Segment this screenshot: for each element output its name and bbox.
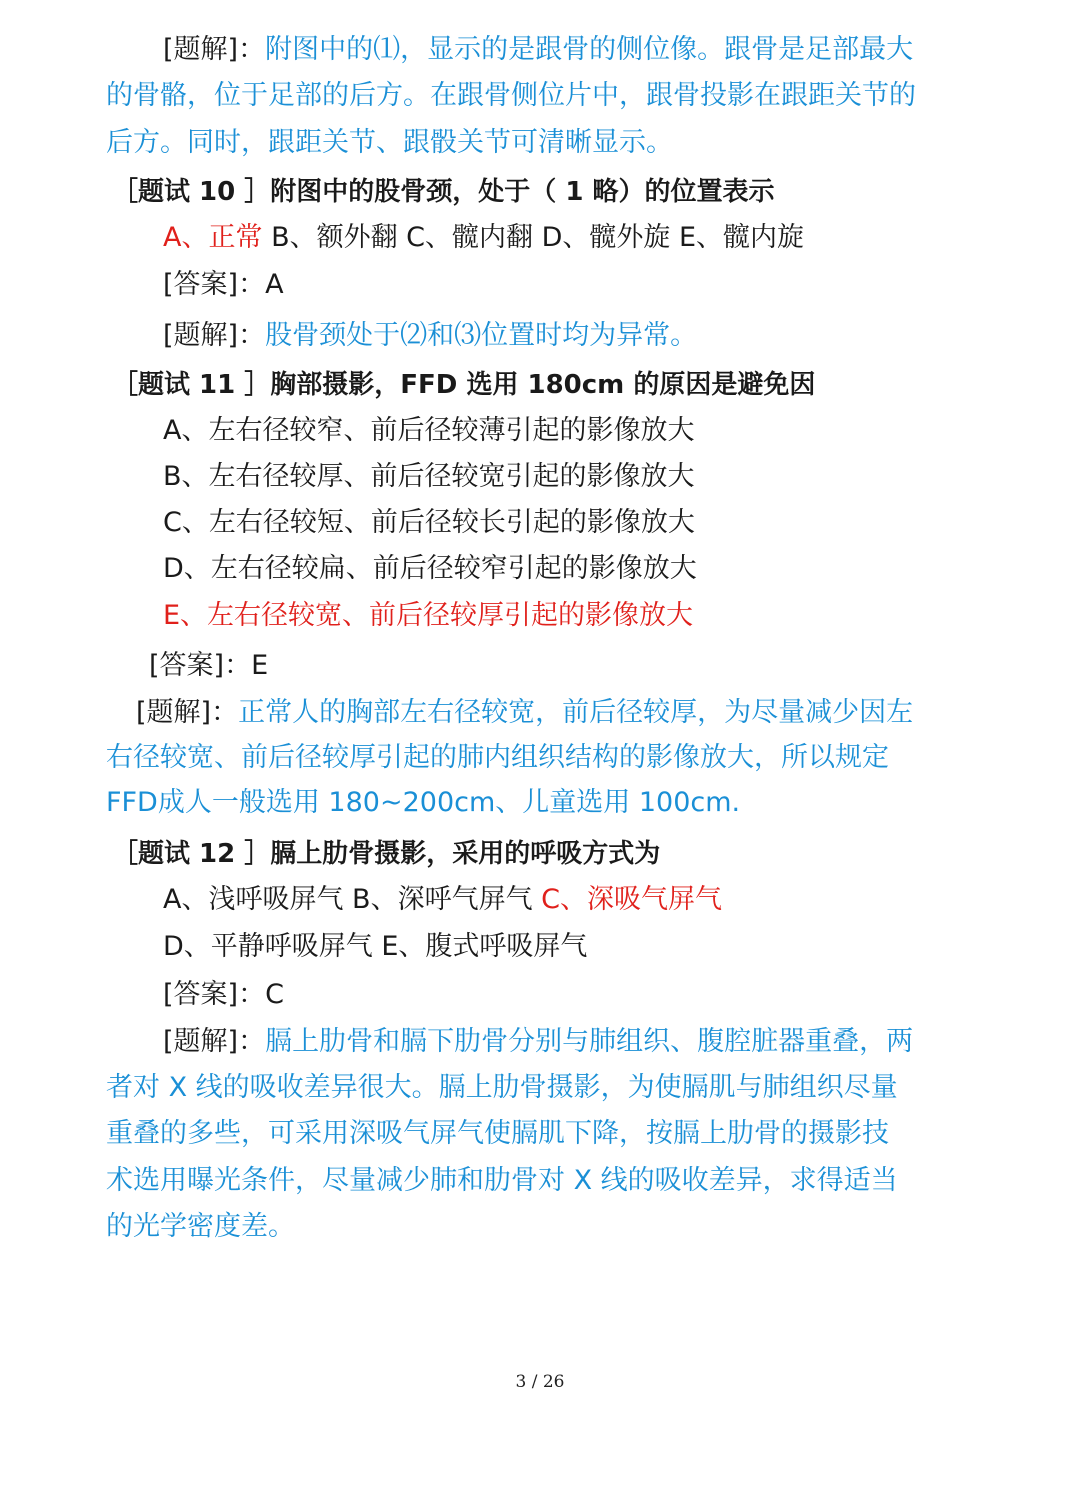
q12-exp-label: [题解]： — [163, 1026, 266, 1057]
q10-explanation — [163, 316, 697, 356]
q10-options-rest: B、额外翻 C、髋内翻 D、髋外旋 E、髋内旋 — [262, 222, 805, 253]
q12-option-c: C、深吸气屏气 — [541, 884, 723, 915]
q10-title: ［题试 10 ］附图中的股骨颈，处于（ 1 略）的位置表示 — [112, 177, 775, 207]
q10-option-a: A、正常 — [163, 222, 263, 253]
q12-title: ［题试 12 ］膈上肋骨摄影，采用的呼吸方式为 — [112, 839, 661, 869]
q11-exp-text-1: 正常人的胸部左右径较宽，前后径较厚，为尽量减少因左 — [238, 697, 914, 728]
q12-exp-line-1 — [163, 1022, 913, 1062]
p1-line-3: 后方。同时，跟距关节、跟骰关节可清晰显示。 — [106, 127, 673, 158]
p1-label: [题解]： — [163, 34, 266, 65]
q11-exp-line-3: FFD成人一般选用 180~200cm、儿童选用 100cm. — [106, 787, 741, 818]
q12-options-2: D、平静呼吸屏气 E、腹式呼吸屏气 — [163, 931, 588, 962]
q12-exp-line-2: 者对 X 线的吸收差异很大。膈上肋骨摄影，为使膈肌与肺组织尽量 — [106, 1072, 898, 1103]
q11-option-d: D、左右径较扁、前后径较窄引起的影像放大 — [163, 553, 697, 584]
q11-exp-line-1 — [136, 693, 913, 733]
q12-exp-text-1: 膈上肋骨和膈下肋骨分别与肺组织、腹腔脏器重叠，两 — [265, 1026, 914, 1057]
q12-options-ab: A、浅呼吸屏气 B、深呼气屏气 — [163, 884, 542, 915]
q11-option-e: E、左右径较宽、前后径较厚引起的影像放大 — [163, 600, 694, 631]
q12-exp-line-3: 重叠的多些，可采用深吸气屏气使膈肌下降，按膈上肋骨的摄影技 — [106, 1118, 889, 1149]
q11-option-b: B、左右径较厚、前后径较宽引起的影像放大 — [163, 461, 695, 492]
q11-title: ［题试 11 ］胸部摄影，FFD 选用 180cm 的原因是避免因 — [112, 370, 816, 400]
q12-answer: [答案]：C — [163, 979, 284, 1010]
q10-exp-text: 股骨颈处于⑵和⑶位置时均为异常。 — [265, 320, 698, 351]
q10-exp-label: [题解]： — [163, 320, 266, 351]
q12-exp-line-5: 的光学密度差。 — [106, 1211, 295, 1242]
p1-line-2: 的骨骼，位于足部的后方。在跟骨侧位片中，跟骨投影在跟距关节的 — [106, 80, 916, 111]
q12-options-1 — [163, 880, 722, 920]
page-number: 3 / 26 — [515, 1372, 565, 1392]
q11-exp-label: [题解]： — [136, 697, 239, 728]
q11-exp-line-2: 右径较宽、前后径较厚引起的肺内组织结构的影像放大，所以规定 — [106, 742, 889, 773]
q12-exp-line-4: 术选用曝光条件，尽量减少肺和肋骨对 X 线的吸收差异，求得适当 — [106, 1165, 898, 1196]
q11-option-c: C、左右径较短、前后径较长引起的影像放大 — [163, 507, 695, 538]
p1-text: 附图中的⑴，显示的是跟骨的侧位像。跟骨是足部最大 — [265, 34, 914, 65]
q10-options — [163, 218, 804, 258]
q11-option-a: A、左右径较窄、前后径较薄引起的影像放大 — [163, 415, 695, 446]
q10-answer: [答案]：A — [163, 269, 284, 300]
p1-line-1 — [163, 30, 913, 70]
q11-answer: [答案]：E — [149, 650, 269, 681]
